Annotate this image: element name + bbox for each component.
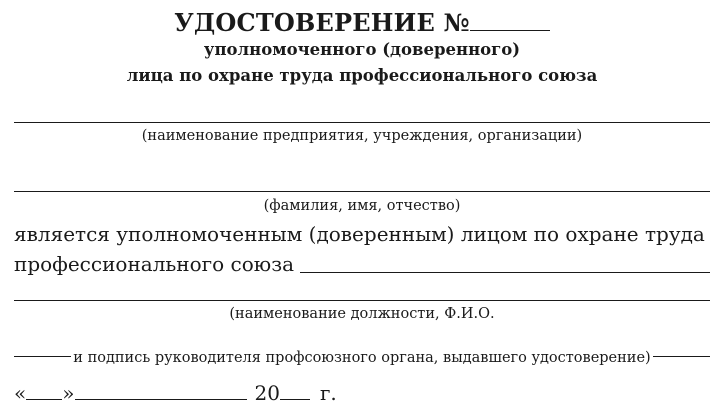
title-text: УДОСТОВЕРЕНИЕ № [174,8,470,37]
position-caption: (наименование должности, Ф.И.О. [229,306,495,322]
organization-blank[interactable] [14,122,710,123]
year-blank[interactable] [280,383,310,400]
statement-line-2 [14,252,294,276]
subtitle-line-1: уполномоченного (доверенного) [203,40,521,59]
month-blank[interactable] [75,383,247,400]
fullname-caption: (фамилия, имя, отчество) [263,198,461,214]
union-name-blank[interactable] [300,272,710,273]
year-prefix: 20 [254,381,280,405]
date-open-quote: « [14,381,27,405]
statement-line-2-text: профессионального союза [14,252,295,276]
certificate-number-blank[interactable] [470,12,550,31]
position-blank[interactable] [14,300,710,301]
date-close-quote: » [62,381,75,405]
signature-caption-text: и подпись руководителя профсоюзного органа, выдавшего удостоверение) [73,350,651,366]
issue-date [14,381,337,405]
signature-caption [0,350,724,366]
fullname-blank[interactable] [14,191,710,192]
day-blank[interactable] [26,383,62,400]
subtitle-line-2: лица по охране труда профессионального союза [126,66,598,85]
statement-line-1: является уполномоченным (доверенным) лицом по охране труда [14,222,705,246]
organization-caption: (наименование предприятия, учреждения, организации) [141,128,583,144]
year-suffix: г. [319,381,337,405]
document-title [0,8,724,37]
